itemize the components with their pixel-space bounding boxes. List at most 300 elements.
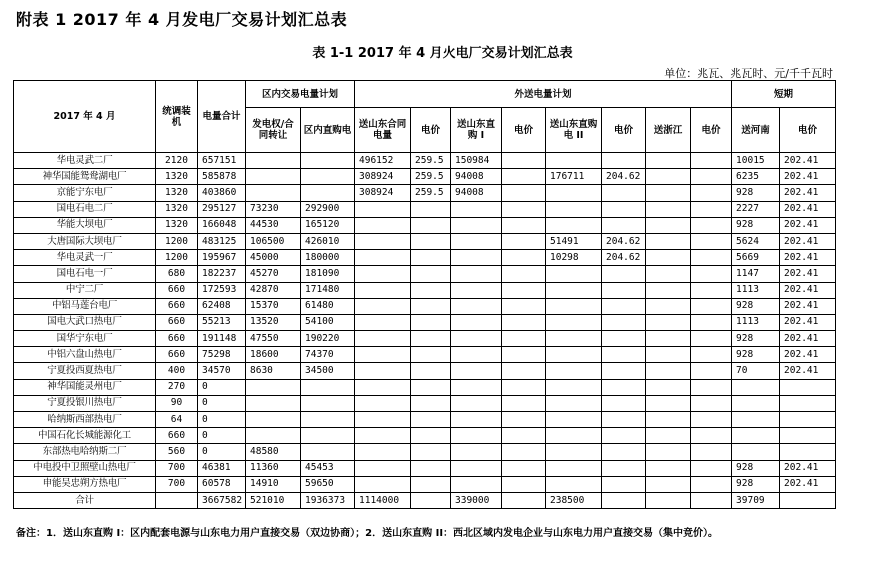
table-cell: [546, 460, 602, 476]
table-cell: [301, 153, 355, 169]
table-cell: 400: [156, 363, 198, 379]
table-cell: [780, 428, 836, 444]
table-cell: [546, 363, 602, 379]
table-cell: 521010: [246, 492, 301, 508]
table-row: [14, 233, 836, 249]
table-cell: [246, 412, 301, 428]
table-row: [14, 153, 836, 169]
table-cell: 308924: [355, 169, 411, 185]
table-cell: [301, 412, 355, 428]
table-cell: [646, 153, 691, 169]
table-cell: 660: [156, 428, 198, 444]
table-cell: [691, 428, 732, 444]
plant-name-cell: 申能吴忠朔方热电厂: [14, 476, 156, 492]
table-cell: 660: [156, 282, 198, 298]
header-zhejiang: 送浙江: [646, 108, 691, 153]
table-cell: [546, 379, 602, 395]
header-price: 电价: [411, 108, 451, 153]
table-cell: 1113: [732, 314, 780, 330]
table-cell: 60578: [198, 476, 246, 492]
table-cell: [246, 153, 301, 169]
table-cell: 928: [732, 298, 780, 314]
header-gen-right: 发电权/合同转让: [246, 108, 301, 153]
table-cell: [546, 347, 602, 363]
table-cell: [451, 428, 502, 444]
table-cell: [301, 379, 355, 395]
table-cell: [602, 379, 646, 395]
table-cell: 165120: [301, 217, 355, 233]
table-cell: [451, 201, 502, 217]
table-cell: [451, 412, 502, 428]
table-row: [14, 169, 836, 185]
table-cell: [602, 363, 646, 379]
table-cell: [451, 460, 502, 476]
table-cell: 426010: [301, 233, 355, 249]
table-cell: [451, 250, 502, 266]
table-cell: [411, 298, 451, 314]
table-cell: [691, 363, 732, 379]
table-cell: [546, 412, 602, 428]
table-cell: 44530: [246, 217, 301, 233]
plant-name-cell: 京能宁东电厂: [14, 185, 156, 201]
table-cell: [502, 266, 546, 282]
table-cell: [355, 217, 411, 233]
table-cell: 0: [198, 412, 246, 428]
table-cell: 45270: [246, 266, 301, 282]
table-cell: [502, 460, 546, 476]
table-cell: [502, 379, 546, 395]
table-cell: 0: [198, 395, 246, 411]
plant-name-cell: 中国石化长城能源化工: [14, 428, 156, 444]
table-cell: 75298: [198, 347, 246, 363]
table-cell: [355, 314, 411, 330]
table-cell: 59650: [301, 476, 355, 492]
table-cell: [646, 185, 691, 201]
plan-table: [13, 80, 836, 509]
table-cell: [646, 444, 691, 460]
table-cell: [780, 379, 836, 395]
table-cell: [502, 185, 546, 201]
table-cell: [691, 331, 732, 347]
table-cell: 202.41: [780, 282, 836, 298]
table-cell: 5624: [732, 233, 780, 249]
table-cell: [646, 233, 691, 249]
table-cell: 5669: [732, 250, 780, 266]
table-cell: [502, 492, 546, 508]
table-cell: [502, 428, 546, 444]
table-cell: [502, 250, 546, 266]
table-cell: [780, 395, 836, 411]
table-cell: [780, 412, 836, 428]
table-row: [14, 282, 836, 298]
table-cell: 195967: [198, 250, 246, 266]
table-cell: 308924: [355, 185, 411, 201]
table-cell: [502, 444, 546, 460]
table-cell: [646, 428, 691, 444]
table-cell: [691, 492, 732, 508]
header-sd-contract: 送山东合同电量: [355, 108, 411, 153]
document-title: 附表 1 2017 年 4 月发电厂交易计划汇总表: [16, 10, 348, 29]
table-cell: 10298: [546, 250, 602, 266]
table-cell: 180000: [301, 250, 355, 266]
table-cell: [646, 331, 691, 347]
table-cell: [732, 428, 780, 444]
table-cell: 403860: [198, 185, 246, 201]
table-cell: [691, 379, 732, 395]
table-cell: 204.62: [602, 233, 646, 249]
plant-name-cell: 华能大坝电厂: [14, 217, 156, 233]
table-cell: [502, 476, 546, 492]
table-cell: 259.5: [411, 185, 451, 201]
table-cell: 238500: [546, 492, 602, 508]
table-cell: [411, 282, 451, 298]
table-cell: [691, 476, 732, 492]
table-cell: [646, 250, 691, 266]
table-cell: [546, 201, 602, 217]
table-cell: [355, 266, 411, 282]
table-cell: [411, 395, 451, 411]
table-cell: [411, 363, 451, 379]
table-cell: [646, 476, 691, 492]
table-cell: 202.41: [780, 266, 836, 282]
table-cell: 70: [732, 363, 780, 379]
table-cell: [451, 444, 502, 460]
header-capacity: 统调装机: [156, 81, 198, 153]
table-cell: [301, 169, 355, 185]
table-cell: [502, 412, 546, 428]
table-cell: 62408: [198, 298, 246, 314]
table-cell: 202.41: [780, 201, 836, 217]
table-cell: 660: [156, 314, 198, 330]
table-cell: [411, 492, 451, 508]
table-cell: [355, 331, 411, 347]
plant-name-cell: 国电大武口热电厂: [14, 314, 156, 330]
table-cell: [246, 395, 301, 411]
table-cell: 18600: [246, 347, 301, 363]
table-cell: [502, 233, 546, 249]
table-cell: 1114000: [355, 492, 411, 508]
unit-label: 单位：兆瓦、兆瓦时、元/千千瓦时: [664, 67, 833, 80]
table-cell: [602, 282, 646, 298]
table-cell: 74370: [301, 347, 355, 363]
table-cell: [546, 217, 602, 233]
table-cell: 700: [156, 460, 198, 476]
table-cell: [546, 314, 602, 330]
table-cell: [602, 412, 646, 428]
table-cell: [546, 476, 602, 492]
table-cell: 11360: [246, 460, 301, 476]
table-row: [14, 444, 836, 460]
table-cell: [691, 250, 732, 266]
table-cell: [301, 428, 355, 444]
table-cell: 700: [156, 476, 198, 492]
table-cell: [602, 153, 646, 169]
table-cell: 46381: [198, 460, 246, 476]
plant-name-cell: 神华国能鸳鸯湖电厂: [14, 169, 156, 185]
table-cell: 1113: [732, 282, 780, 298]
table-cell: [502, 282, 546, 298]
table-row: [14, 185, 836, 201]
table-cell: 61480: [301, 298, 355, 314]
table-cell: [301, 395, 355, 411]
table-cell: 0: [198, 379, 246, 395]
table-cell: [646, 282, 691, 298]
table-cell: 51491: [546, 233, 602, 249]
table-cell: [691, 233, 732, 249]
table-cell: 45453: [301, 460, 355, 476]
table-cell: [602, 314, 646, 330]
table-cell: 202.41: [780, 347, 836, 363]
plant-name-cell: 华电灵武二厂: [14, 153, 156, 169]
table-cell: [602, 460, 646, 476]
table-cell: 34500: [301, 363, 355, 379]
header-price: 电价: [691, 108, 732, 153]
plant-name-cell: 中宁二厂: [14, 282, 156, 298]
table-cell: 928: [732, 460, 780, 476]
table-cell: [691, 412, 732, 428]
table-cell: [732, 395, 780, 411]
plant-name-cell: 中电投中卫照壁山热电厂: [14, 460, 156, 476]
table-cell: 204.62: [602, 250, 646, 266]
table-cell: [411, 476, 451, 492]
table-cell: 660: [156, 298, 198, 314]
table-cell: [411, 250, 451, 266]
table-cell: [732, 412, 780, 428]
plant-name-cell: 中铝马莲台电厂: [14, 298, 156, 314]
table-cell: [411, 201, 451, 217]
table-cell: [355, 444, 411, 460]
table-cell: 259.5: [411, 169, 451, 185]
table-cell: [602, 217, 646, 233]
table-cell: [546, 185, 602, 201]
table-row: [14, 379, 836, 395]
table-cell: 150984: [451, 153, 502, 169]
table-cell: [502, 347, 546, 363]
table-cell: 657151: [198, 153, 246, 169]
plant-name-cell: 东部热电哈纳斯二厂: [14, 444, 156, 460]
table-cell: 94008: [451, 185, 502, 201]
table-cell: [451, 314, 502, 330]
table-cell: 1200: [156, 250, 198, 266]
table-cell: [691, 217, 732, 233]
table-cell: 48580: [246, 444, 301, 460]
table-cell: [646, 201, 691, 217]
table-cell: [691, 282, 732, 298]
table-cell: 202.41: [780, 217, 836, 233]
table-cell: [602, 185, 646, 201]
table-cell: [602, 492, 646, 508]
table-cell: 202.41: [780, 314, 836, 330]
table-cell: 42870: [246, 282, 301, 298]
table-cell: [355, 347, 411, 363]
table-cell: 2120: [156, 153, 198, 169]
table-cell: [451, 395, 502, 411]
table-cell: [691, 169, 732, 185]
table-cell: 55213: [198, 314, 246, 330]
table-cell: [602, 266, 646, 282]
table-cell: 202.41: [780, 250, 836, 266]
header-intra-group: 区内交易电量计划: [246, 81, 355, 108]
table-cell: [355, 412, 411, 428]
table-row: [14, 250, 836, 266]
table-cell: 10015: [732, 153, 780, 169]
table-cell: [411, 444, 451, 460]
table-row: [14, 298, 836, 314]
table-cell: 166048: [198, 217, 246, 233]
table-cell: 202.41: [780, 169, 836, 185]
table-cell: 202.41: [780, 363, 836, 379]
table-cell: 1320: [156, 217, 198, 233]
table-cell: 660: [156, 347, 198, 363]
table-cell: [451, 298, 502, 314]
table-cell: [646, 492, 691, 508]
table-cell: 6235: [732, 169, 780, 185]
table-cell: 106500: [246, 233, 301, 249]
table-cell: 680: [156, 266, 198, 282]
table-cell: [246, 379, 301, 395]
table-cell: [602, 476, 646, 492]
plant-name-cell: 中铝六盘山热电厂: [14, 347, 156, 363]
table-cell: [502, 298, 546, 314]
table-cell: [546, 153, 602, 169]
table-cell: [355, 298, 411, 314]
table-cell: [646, 266, 691, 282]
table-cell: [451, 476, 502, 492]
header-sd-direct2: 送山东直购电 II: [546, 108, 602, 153]
table-cell: 3667582: [198, 492, 246, 508]
table-cell: 483125: [198, 233, 246, 249]
table-cell: 182237: [198, 266, 246, 282]
table-cell: [546, 282, 602, 298]
table-cell: [355, 233, 411, 249]
table-cell: 1147: [732, 266, 780, 282]
table-cell: [546, 266, 602, 282]
table-cell: 660: [156, 331, 198, 347]
table-cell: [691, 444, 732, 460]
header-export-group: 外送电量计划: [355, 81, 732, 108]
table-cell: 202.41: [780, 298, 836, 314]
table-cell: 172593: [198, 282, 246, 298]
table-cell: 0: [198, 428, 246, 444]
table-cell: [451, 233, 502, 249]
table-cell: 202.41: [780, 476, 836, 492]
table-cell: [451, 379, 502, 395]
header-price: 电价: [502, 108, 546, 153]
table-cell: 928: [732, 331, 780, 347]
plant-name-cell: 合计: [14, 492, 156, 508]
table-cell: 928: [732, 217, 780, 233]
header-month: 2017 年 4 月: [14, 81, 156, 153]
table-cell: [646, 460, 691, 476]
table-cell: 1320: [156, 201, 198, 217]
table-cell: [451, 331, 502, 347]
table-cell: [411, 217, 451, 233]
table-cell: [646, 298, 691, 314]
table-cell: [451, 347, 502, 363]
plant-name-cell: 哈纳斯西部热电厂: [14, 412, 156, 428]
table-cell: [411, 266, 451, 282]
table-cell: [355, 282, 411, 298]
table-cell: [691, 201, 732, 217]
table-cell: 90: [156, 395, 198, 411]
table-cell: [156, 492, 198, 508]
table-cell: [691, 153, 732, 169]
table-cell: [451, 363, 502, 379]
table-cell: [780, 492, 836, 508]
table-cell: [355, 395, 411, 411]
table-cell: [411, 428, 451, 444]
table-cell: [646, 217, 691, 233]
table-cell: [602, 428, 646, 444]
table-cell: 202.41: [780, 185, 836, 201]
table-cell: [502, 314, 546, 330]
table-cell: [355, 428, 411, 444]
table-cell: [546, 444, 602, 460]
plant-name-cell: 华电灵武一厂: [14, 250, 156, 266]
table-cell: [602, 347, 646, 363]
table-cell: [646, 363, 691, 379]
table-cell: 204.62: [602, 169, 646, 185]
table-cell: [502, 363, 546, 379]
plant-name-cell: 宁夏投银川热电厂: [14, 395, 156, 411]
table-cell: [411, 412, 451, 428]
table-cell: [691, 460, 732, 476]
table-cell: [691, 395, 732, 411]
table-cell: [691, 347, 732, 363]
table-cell: 2227: [732, 201, 780, 217]
table-cell: [780, 444, 836, 460]
table-cell: 560: [156, 444, 198, 460]
table-cell: [411, 331, 451, 347]
table-cell: 1320: [156, 169, 198, 185]
table-cell: [691, 266, 732, 282]
plant-name-cell: 大唐国际大坝电厂: [14, 233, 156, 249]
table-cell: [301, 185, 355, 201]
table-row: [14, 460, 836, 476]
header-price: 电价: [602, 108, 646, 153]
table-cell: [546, 331, 602, 347]
table-cell: 0: [198, 444, 246, 460]
table-row: [14, 412, 836, 428]
table-row: [14, 476, 836, 492]
table-cell: 73230: [246, 201, 301, 217]
table-cell: [502, 153, 546, 169]
table-cell: [602, 298, 646, 314]
table-cell: [691, 298, 732, 314]
table-cell: [502, 169, 546, 185]
table-cell: 202.41: [780, 233, 836, 249]
table-cell: 295127: [198, 201, 246, 217]
table-cell: [546, 395, 602, 411]
table-cell: [246, 428, 301, 444]
table-row: [14, 331, 836, 347]
table-cell: 13520: [246, 314, 301, 330]
table-cell: 1320: [156, 185, 198, 201]
table-cell: [602, 395, 646, 411]
header-intra-direct: 区内直购电: [301, 108, 355, 153]
table-row: [14, 266, 836, 282]
table-row: [14, 428, 836, 444]
table-cell: [546, 428, 602, 444]
table-cell: 202.41: [780, 331, 836, 347]
table-cell: 928: [732, 185, 780, 201]
table-cell: 928: [732, 476, 780, 492]
table-cell: 64: [156, 412, 198, 428]
table-cell: [355, 250, 411, 266]
plant-name-cell: 宁夏投西夏热电厂: [14, 363, 156, 379]
header-sd-direct1: 送山东直购 I: [451, 108, 502, 153]
table-cell: 1200: [156, 233, 198, 249]
